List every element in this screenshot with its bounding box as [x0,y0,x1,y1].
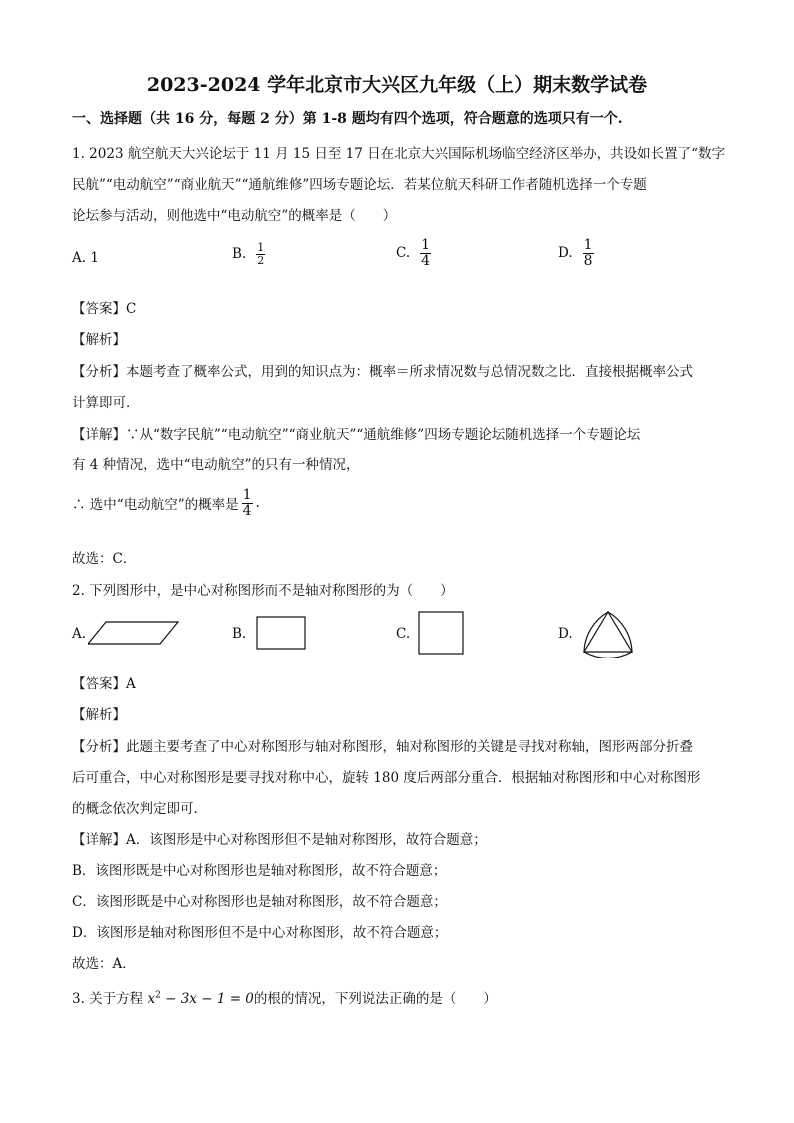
q3-equation-rest: − 3x − 1 = 0 [160,991,254,1007]
fraction-denominator: 2 [257,253,265,267]
q2-option-a-label: A. [72,626,87,642]
q1-detail-period: . [255,495,260,512]
q2-answer [72,672,136,692]
q1-analysis-tag: 【解析】 [72,332,126,348]
answer-value: A [126,676,136,692]
q1-detail-line1: 【详解】∵从“数字民航”“电动航空”“商业航天”“通航维修”四场专题论坛随机选择一个专题论坛 [72,427,641,443]
fraction-denominator: 4 [242,502,252,519]
q1-option-d [558,238,594,268]
q1-option-b [232,242,265,266]
fraction-numerator: 1 [257,241,265,254]
q2-stem: 2. 下列图形中，是中心对称图形而不是轴对称图形的为（ ） [72,583,454,599]
q1-option-c-fraction [420,238,431,268]
question-3-stem [72,987,497,1007]
q1-option-c [396,238,431,268]
q2-detail-a: 【详解】A．该图形是中心对称图形但不是轴对称图形，故符合题意； [72,832,487,848]
fraction-numerator: 1 [421,237,431,253]
q3-stem-prefix: 3. 关于方程 [72,991,148,1007]
q2-fenxi-line2: 后可重合，中心对称图形是要寻找对称中心，旋转 180 度后两部分重合．根据轴对称图形和中心对称图形 [72,770,701,786]
q2-option-d-label: D. [558,626,573,642]
q1-option-d-fraction [583,238,594,268]
q2-option-b-label: B. [232,626,247,642]
page-title: 2023-2024 学年北京市大兴区九年级（上）期末数学试卷 [146,74,648,96]
fraction-numerator: 1 [242,487,252,503]
section-heading: 一、选择题（共 16 分，每题 2 分）第 1-8 题均有四个选项，符合题意的选项只有一个. [72,111,623,127]
fraction-numerator: 1 [583,237,593,253]
q3-stem-suffix: 的根的情况，下列说法正确的是（ ） [253,991,497,1007]
q1-line3: 论坛参与活动，则他选中“电动航空”的概率是（ ） [72,208,397,224]
q1-choose: 故选：C． [72,551,137,567]
q1-option-b-label: B. [232,246,247,263]
q3-equation-variable: x [147,991,156,1007]
q1-line2: 民航”“电动航空”“商业航天”“通航维修”四场专题论坛．若某位航天科研工作者随机选择一个专题 [72,177,647,193]
answer-value: C [126,301,137,317]
q2-fenxi-line3: 的概念依次判定即可． [72,801,207,817]
q2-analysis-tag: 【解析】 [72,707,126,723]
q3-equation-exponent: 2 [155,990,161,1001]
q1-fenxi-line2: 计算即可． [72,395,140,411]
q1-detail-line3-text: ∴ 选中“电动航空”的概率是 [72,497,239,514]
q1-fenxi-line1: 【分析】本题考查了概率公式，用到的知识点为：概率＝所求情况数与总情况数之比．直接根据概率公式 [72,364,693,380]
q1-option-a: A. 1 [72,250,99,266]
answer-tag: 【答案】 [72,676,126,692]
q1-detail-line3 [72,488,260,518]
fraction-denominator: 4 [421,252,431,269]
q1-detail-fraction [242,488,253,518]
fraction-denominator: 8 [583,252,593,269]
q1-option-d-label: D. [558,245,573,262]
q2-detail-c: C．该图形既是中心对称图形也是轴对称图形，故不符合题意； [72,894,447,910]
rectangle-figure [256,616,306,650]
answer-tag: 【答案】 [72,301,126,317]
q2-fenxi-line1: 【分析】此题主要考查了中心对称图形与轴对称图形，轴对称图形的关键是寻找对称轴，图形两部分折叠 [72,739,693,755]
parallelogram-figure [88,620,180,646]
q1-line1: 1. 2023 航空航天大兴论坛于 11 月 15 日至 17 日在北京大兴国际机场临空经济区举办，共设如长置了“数字 [72,146,726,162]
q2-option-c-label: C. [396,626,411,642]
square-figure [418,611,464,655]
q1-option-b-fraction [256,242,265,266]
q1-answer [72,297,136,317]
q2-detail-b: B．该图形既是中心对称图形也是轴对称图形，故不符合题意； [72,863,447,879]
reuleaux-triangle-figure [580,608,636,658]
q2-choose: 故选：A． [72,956,136,972]
q2-detail-d: D．该图形是轴对称图形但不是中心对称图形，故不符合题意； [72,925,448,941]
q1-option-c-label: C. [396,245,411,262]
q1-detail-line2: 有 4 种情况，选中“电动航空”的只有一种情况， [72,457,360,473]
